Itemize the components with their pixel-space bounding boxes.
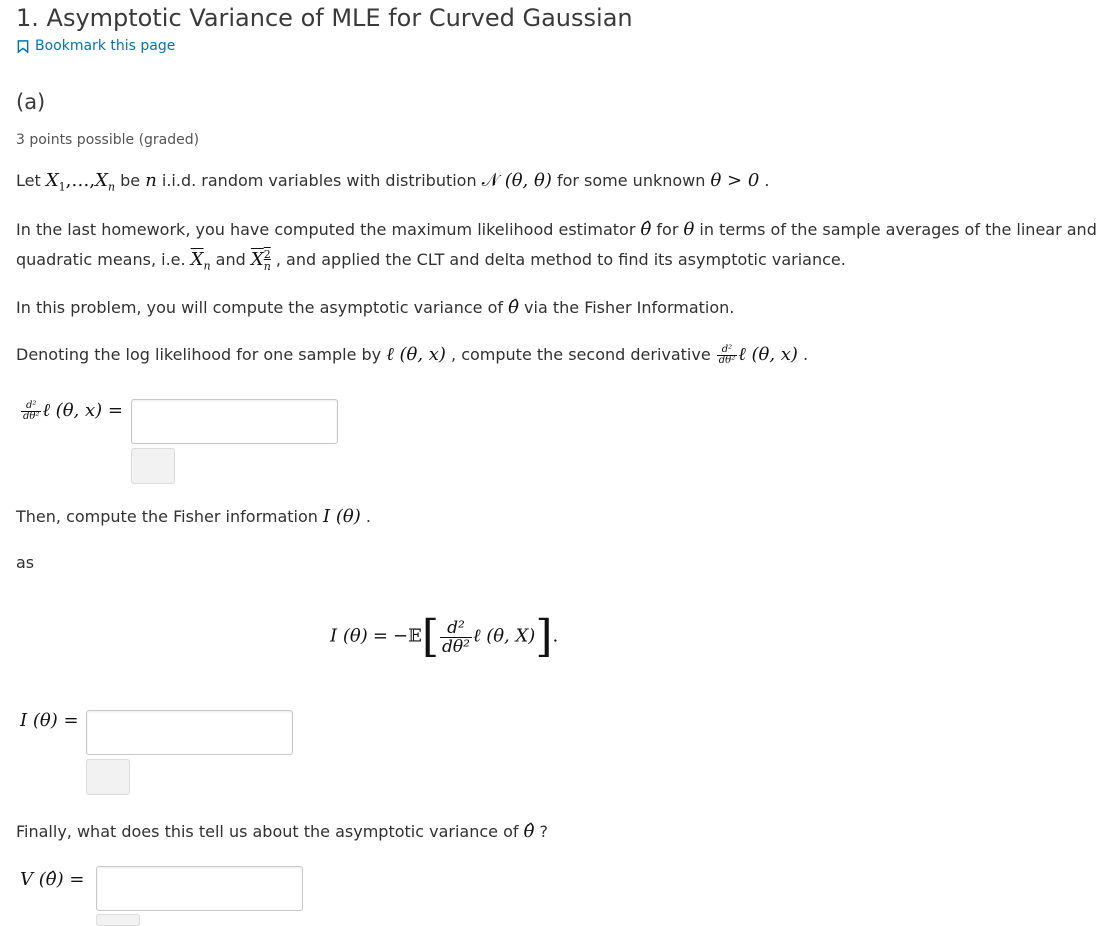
math-ell: ℓ (θ, x) [386, 344, 446, 365]
text: for some unknown [551, 171, 711, 190]
second-derivative-label: $\frac{\text{d²}}{\text{dθ²}}$ ℓ (θ, x) = [23, 400, 123, 422]
math-xbar: $\overline{X}_n$ [190, 249, 211, 273]
math-n: n [145, 170, 157, 191]
problem-statement [16, 170, 769, 194]
bookmark-button[interactable] [17, 38, 175, 54]
derivative-instruction: Denoting the log likelihood for one sample by ℓ (θ, x) , compute the second derivative $\frac{\text{d²}}{\text{dθ²}}$ ℓ (θ, x) . [16, 344, 809, 366]
bookmark-icon [17, 40, 29, 53]
math-theta-hat: θ̂ [640, 219, 652, 240]
text: i.i.d. random variables with distribution [156, 171, 482, 190]
bookmark-label: Bookmark this page [35, 38, 176, 54]
math-theta: θ [683, 219, 695, 240]
fisher-instruction: Then, compute the Fisher information I (θ) . [16, 506, 371, 527]
text: . [759, 171, 770, 190]
math-d2-frac: $\frac{\text{d²}}{\text{dθ²}}$ [718, 344, 736, 366]
math-theta-hat: θ̂ [508, 297, 519, 318]
text: be [115, 171, 146, 190]
fisher-definition-equation: I (θ) = −𝔼[ $\frac{\text{d²}}{\text{dθ²}}$ ℓ (θ, X)]. [330, 611, 559, 662]
text: Let [16, 171, 46, 190]
asymptotic-variance-input[interactable] [96, 866, 303, 911]
preview-button[interactable] [131, 448, 175, 484]
math-I-theta: I (θ) [322, 506, 361, 527]
points-possible: 3 points possible (graded) [16, 132, 200, 148]
preview-button[interactable] [86, 759, 130, 795]
instruction-text: In this problem, you will compute the asymptotic variance of θ̂ via the Fisher Information. [16, 297, 735, 318]
math-ell: ℓ (θ, x) [738, 344, 798, 365]
math-x2bar: $X^2_n$ [250, 248, 271, 273]
math-theta-gt: θ > 0 [710, 170, 760, 191]
context-line-1: In the last homework, you have computed the maximum likelihood estimator θ̂ for θ in terms of the sample averages of the linear and [16, 219, 1097, 240]
variance-question: Finally, what does this tell us about the asymptotic variance of θ̂ ? [16, 821, 549, 842]
preview-button[interactable] [96, 914, 140, 926]
math-theta-hat: θ̂ [523, 821, 535, 842]
fisher-information-label: I (θ) = [20, 710, 79, 731]
math-normal: 𝒩 (θ, θ) [481, 170, 552, 191]
problem-part-label: (a) [16, 90, 46, 114]
variance-label: V (θ̂) = [20, 869, 85, 890]
as-label: as [16, 553, 35, 572]
math-X1: $X_1,\dots,X_n$ [45, 170, 116, 194]
context-line-2: quadratic means, i.e. $\overline{X}_n$ and $X^2_n$ , and applied the CLT and delta method to find its asymptotic variance. [16, 248, 846, 273]
fisher-information-input[interactable] [86, 710, 293, 755]
page-title: 1. Asymptotic Variance of MLE for Curved Gaussian [16, 4, 633, 32]
second-derivative-input[interactable] [131, 399, 338, 444]
